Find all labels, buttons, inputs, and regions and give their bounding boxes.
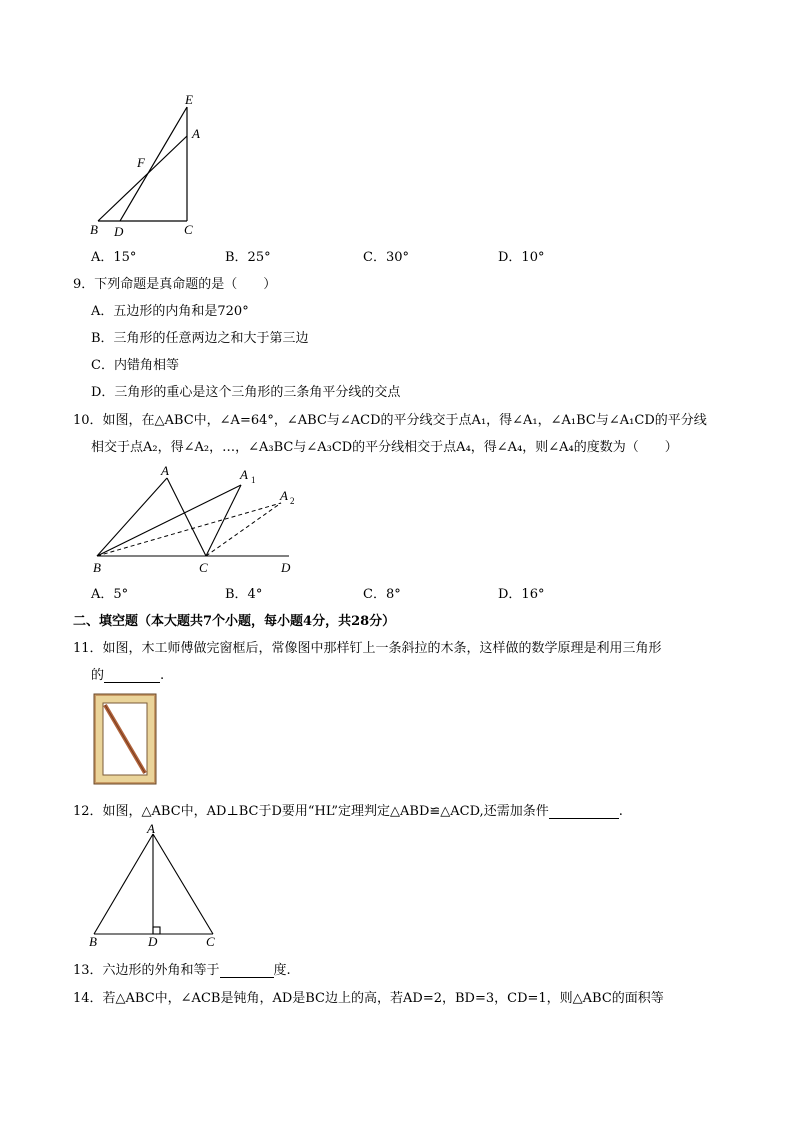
line-CA2 [206, 503, 281, 556]
q11-line2-suffix: . [160, 668, 165, 683]
label-D: D [114, 224, 124, 239]
label-A: A [147, 821, 155, 836]
q13-line [73, 959, 291, 978]
q12-prefix: 12．如图，△ABC中，AD⊥BC于D要用“HL”定理判定△ABD≌△ACD,还需加条件 [73, 804, 549, 819]
label-A2-sub: 2 [290, 496, 295, 506]
q13-suffix: 度. [273, 963, 291, 978]
q11-line2 [91, 664, 164, 683]
line-AC [153, 834, 213, 934]
label-C: C [206, 934, 215, 949]
label-A1: A [240, 467, 248, 482]
q11-line2-prefix: 的 [91, 668, 105, 683]
label-A: A [192, 126, 200, 141]
line-AB [94, 834, 153, 934]
q9-option-c: C．内错角相等 [91, 358, 179, 373]
q8-option-a: A．15° [91, 250, 137, 265]
q10-option-d: D．16° [498, 587, 545, 602]
q9-option-a: A．五边形的内角和是720° [91, 304, 249, 319]
q8-figure [80, 90, 220, 240]
q9-option-b: B．三角形的任意两边之和大于第三边 [91, 331, 309, 346]
q14-line: 14．若△ABC中，∠ACB是钝角，AD是BC边上的高，若AD=2，BD=3，CD=1，则△ABC的面积等 [73, 991, 664, 1006]
q12-line [73, 800, 623, 819]
label-C: C [199, 560, 208, 575]
label-A: A [161, 463, 169, 478]
label-B: B [93, 560, 101, 575]
q9-option-d: D．三角形的重心是这个三角形的三条角平分线的交点 [91, 385, 401, 400]
q11-answer-blank[interactable] [104, 670, 160, 683]
label-B: B [90, 222, 98, 237]
q10-figure [88, 462, 303, 577]
label-C: C [184, 222, 193, 237]
line-AC [167, 478, 206, 556]
q13-prefix: 13．六边形的外角和等于 [73, 963, 220, 978]
line-CA1 [206, 485, 241, 556]
q10-option-c: C．8° [363, 587, 401, 602]
q9-stem: 9．下列命题是真命题的是（ ） [73, 277, 277, 292]
label-B: B [89, 934, 97, 949]
label-F: F [137, 155, 145, 170]
right-angle-mark [153, 927, 160, 934]
label-A1-sub: 1 [251, 475, 256, 485]
q10-line1: 10．如图，在△ABC中，∠A=64°，∠ABC与∠ACD的平分线交于点A₁，得∠A₁，∠A₁BC与∠A₁CD的平分线 [73, 413, 707, 428]
q10-line2: 相交于点A₂，得∠A₂，…，∠A₃BC与∠A₃CD的平分线相交于点A₄，得∠A₄，则∠A₄的度数为（ ） [91, 440, 678, 455]
q11-window-frame-figure [93, 693, 157, 785]
q10-option-a: A．5° [91, 587, 129, 602]
q8-option-b: B．25° [225, 250, 271, 265]
q12-suffix: . [618, 804, 623, 819]
line-BA [97, 478, 167, 556]
q13-answer-blank[interactable] [220, 965, 274, 978]
q8-option-c: C．30° [363, 250, 409, 265]
section-2-title: 二、填空题（本大题共7个小题，每小题4分，共28分） [73, 614, 396, 629]
line-DE [120, 107, 187, 221]
label-D: D [281, 560, 291, 575]
label-D: D [148, 934, 158, 949]
q8-option-d: D．10° [498, 250, 545, 265]
q10-option-b: B．4° [225, 587, 263, 602]
q12-figure [86, 820, 226, 952]
label-A2: A [280, 488, 288, 503]
q11-line1: 11．如图，木工师傅做完窗框后，常像图中那样钉上一条斜拉的木条，这样做的数学原理是利用三角形 [73, 641, 662, 656]
line-BA [98, 136, 187, 221]
label-E: E [185, 92, 193, 107]
q12-answer-blank[interactable] [549, 806, 619, 819]
